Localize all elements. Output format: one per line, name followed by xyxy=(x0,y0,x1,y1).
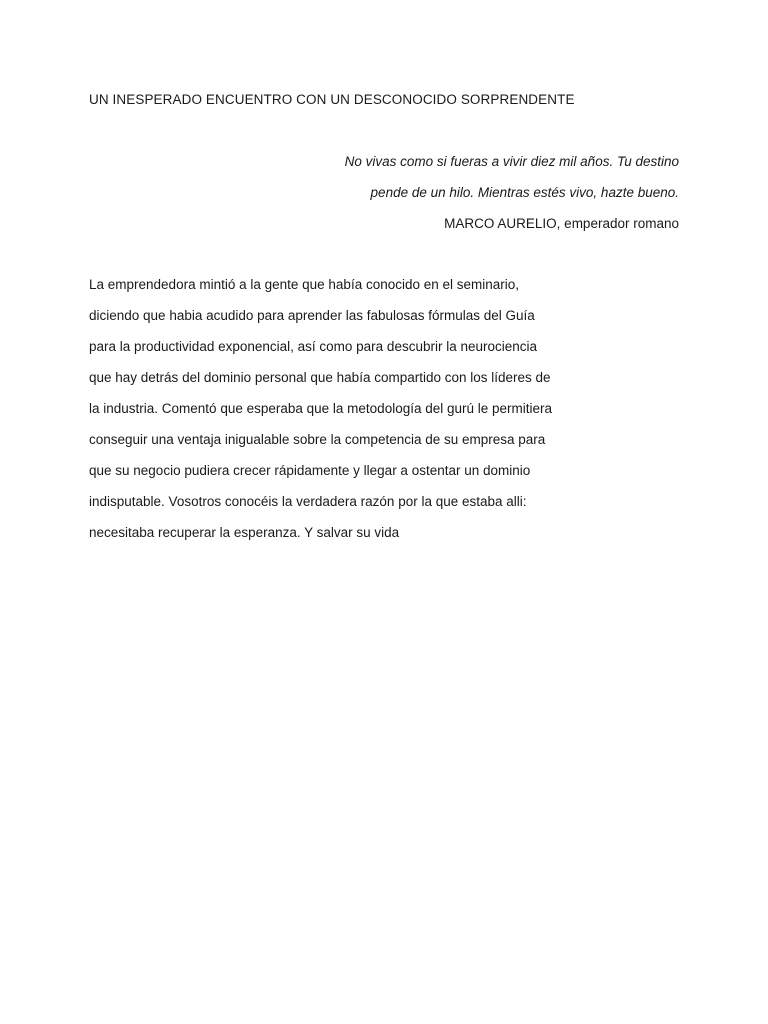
paragraph-line: que su negocio pudiera crecer rápidamente y llegar a ostentar un dominio xyxy=(89,463,531,478)
paragraph-line: conseguir una ventaja inigualable sobre la competencia de su empresa para xyxy=(89,432,546,447)
document-title: UN INESPERADO ENCUENTRO CON UN DESCONOCIDO SORPRENDENTE xyxy=(89,92,575,107)
paragraph-line: para la productividad exponencial, así como para descubrir la neurociencia xyxy=(89,339,538,354)
epigraph-quote-line: pende de un hilo. Mientras estés vivo, hazte bueno. xyxy=(370,185,679,200)
paragraph-line: indisputable. Vosotros conocéis la verdadera razón por la que estaba alli: xyxy=(89,494,527,509)
paragraph-line: que hay detrás del dominio personal que había compartido con los líderes de xyxy=(89,370,551,385)
paragraph-line: diciendo que habia acudido para aprender las fabulosas fórmulas del Guía xyxy=(89,308,535,323)
paragraph-line: necesitaba recuperar la esperanza. Y salvar su vida xyxy=(89,525,400,540)
paragraph-line: La emprendedora mintió a la gente que había conocido en el seminario, xyxy=(89,277,520,292)
paragraph-line: la industria. Comentó que esperaba que la metodología del gurú le permitiera xyxy=(89,401,553,416)
epigraph xyxy=(345,152,679,245)
body-paragraph xyxy=(89,275,552,554)
epigraph-quote-line: No vivas como si fueras a vivir diez mil años. Tu destino xyxy=(344,154,679,169)
epigraph-attribution: MARCO AURELIO, emperador romano xyxy=(444,216,679,231)
